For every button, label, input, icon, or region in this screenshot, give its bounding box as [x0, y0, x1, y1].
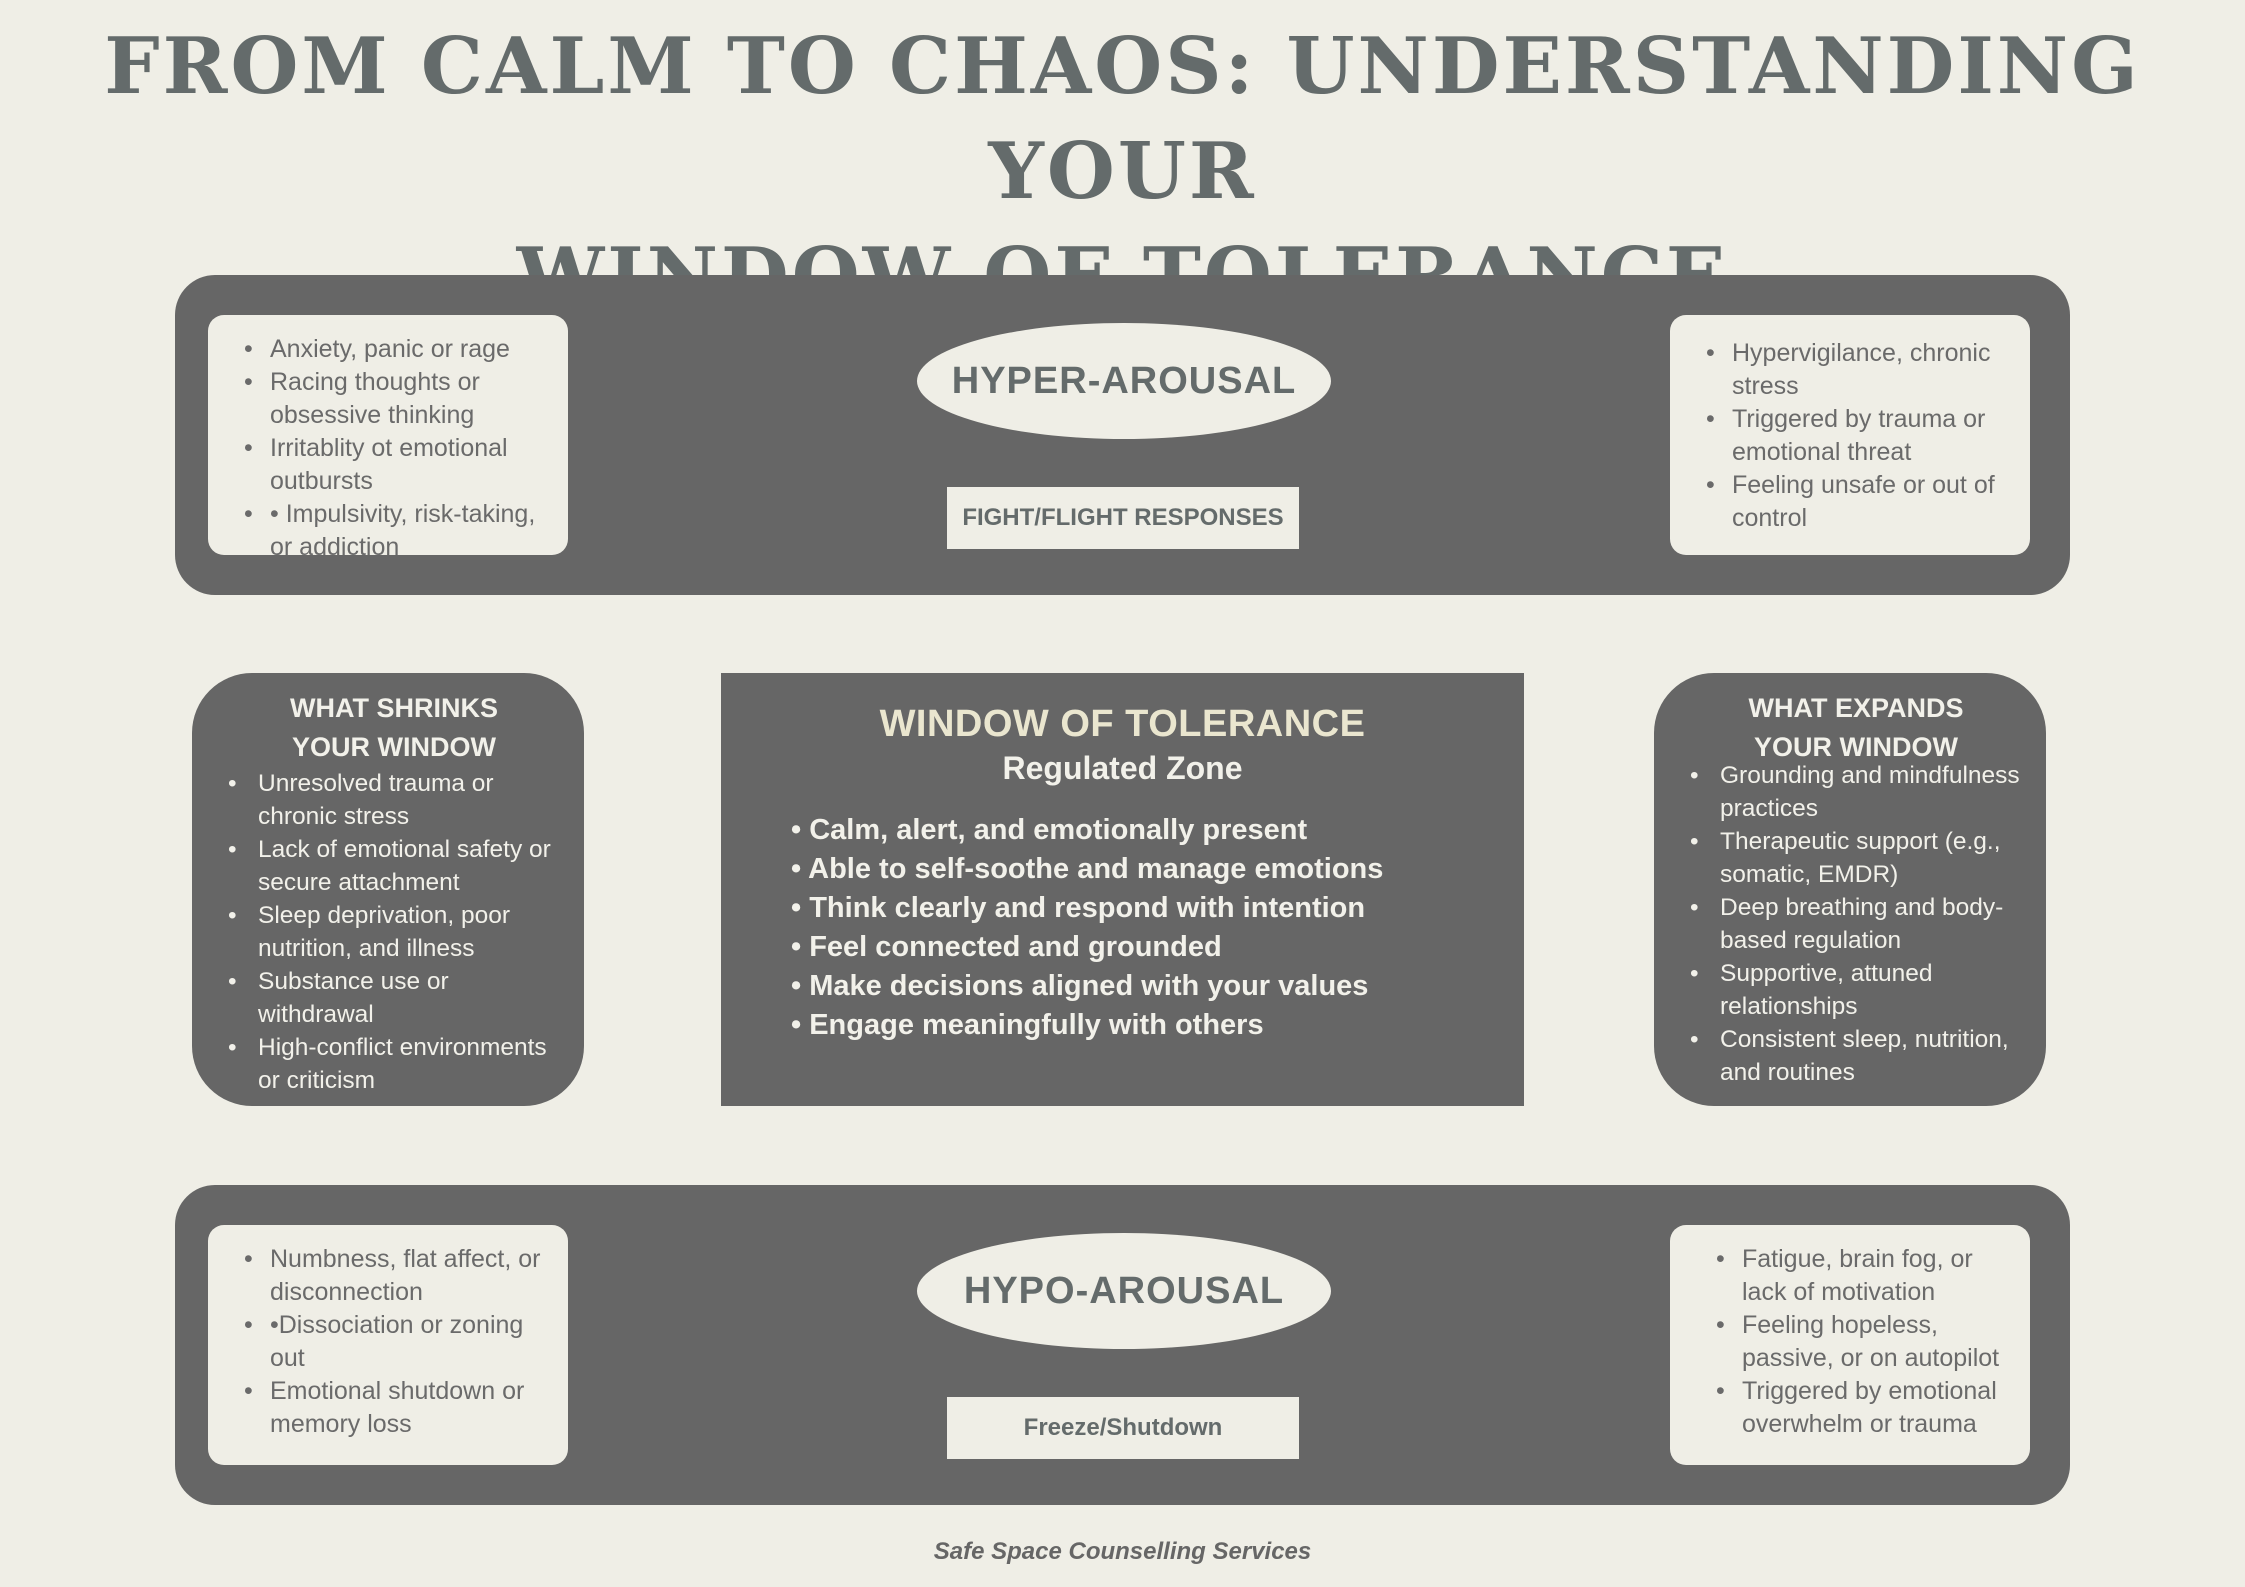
- what-expands-panel: [1654, 673, 2046, 1106]
- list-item: • Unresolved trauma or chronic stress: [224, 767, 564, 833]
- title-line-1: FROM CALM TO CHAOS: UNDERSTANDING YOUR: [104, 21, 2141, 217]
- list-item: • Hypervigilance, chronic stress: [1698, 337, 2012, 403]
- list-item: • Fatigue, brain fog, or lack of motivation: [1708, 1243, 2012, 1309]
- list-item: • Feeling hopeless, passive, or on autopilot: [1708, 1309, 2012, 1375]
- list-item: • Consistent sleep, nutrition, and routines: [1686, 1023, 2026, 1089]
- list-item: • Anxiety, panic or rage: [236, 333, 550, 366]
- list-item: • Deep breathing and body-based regulation: [1686, 891, 2026, 957]
- list-item: • Substance use or withdrawal: [224, 965, 564, 1031]
- heading-line: WHAT SHRINKS: [290, 693, 498, 723]
- hyper-symptoms-card: [208, 315, 568, 561]
- hypo-symptoms-card: [208, 1225, 568, 1465]
- hyper-arousal-band: [175, 275, 2070, 595]
- freeze-shutdown-label: Freeze/Shutdown: [947, 1397, 1299, 1459]
- list-item: • • Impulsivity, risk-taking, or addiction: [236, 498, 550, 564]
- what-shrinks-heading: [224, 689, 564, 767]
- list-item: • Engage meaningfully with others: [791, 1009, 1264, 1041]
- list-item: • Calm, alert, and emotionally present: [791, 814, 1308, 846]
- footer-credit: Safe Space Counselling Services: [933, 1538, 1312, 1565]
- list-item: • Able to self-soothe and manage emotions: [791, 853, 1384, 885]
- hypo-causes-card: [1670, 1225, 2030, 1465]
- list-item: • Think clearly and respond with intention: [791, 892, 1366, 924]
- fight-flight-label: FIGHT/FLIGHT RESPONSES: [947, 487, 1299, 549]
- list-item: • •Dissociation or zoning out: [236, 1309, 550, 1375]
- list-item: • Lack of emotional safety or secure attachment: [224, 833, 564, 899]
- list-item: • Feeling unsafe or out of control: [1698, 469, 2012, 535]
- hyper-causes-card: [1670, 315, 2030, 555]
- hypo-arousal-label: HYPO-AROUSAL: [917, 1233, 1331, 1349]
- list-item: • Triggered by emotional overwhelm or trauma: [1708, 1375, 2012, 1441]
- heading-line: WHAT EXPANDS: [1748, 693, 1964, 723]
- list-item: • Irritablity ot emotional outbursts: [236, 432, 550, 498]
- list-item: • Feel connected and grounded: [791, 931, 1222, 963]
- what-expands-heading: [1686, 689, 2026, 767]
- list-item: • Therapeutic support (e.g., somatic, EMDR): [1686, 825, 2026, 891]
- list-item: • Numbness, flat affect, or disconnection: [236, 1243, 550, 1309]
- window-subtitle: Regulated Zone: [1002, 750, 1243, 786]
- list-item: • Make decisions aligned with your values: [791, 970, 1369, 1002]
- list-item: • Supportive, attuned relationships: [1686, 957, 2026, 1023]
- list-item: • Triggered by trauma or emotional threat: [1698, 403, 2012, 469]
- list-item: • High-conflict environments or criticism: [224, 1031, 564, 1097]
- window-title: WINDOW OF TOLERANCE: [879, 703, 1366, 745]
- heading-line: YOUR WINDOW: [1754, 732, 1958, 762]
- list-item: • Sleep deprivation, poor nutrition, and illness: [224, 899, 564, 965]
- list-item: • Grounding and mindfulness practices: [1686, 759, 2026, 825]
- list-item: • Emotional shutdown or memory loss: [236, 1375, 550, 1441]
- window-of-tolerance-panel: [721, 673, 1524, 1106]
- what-shrinks-panel: [192, 673, 584, 1106]
- hypo-arousal-band: [175, 1185, 2070, 1505]
- hyper-arousal-label: HYPER-AROUSAL: [917, 323, 1331, 439]
- heading-line: YOUR WINDOW: [292, 732, 496, 762]
- list-item: • Racing thoughts or obsessive thinking: [236, 366, 550, 432]
